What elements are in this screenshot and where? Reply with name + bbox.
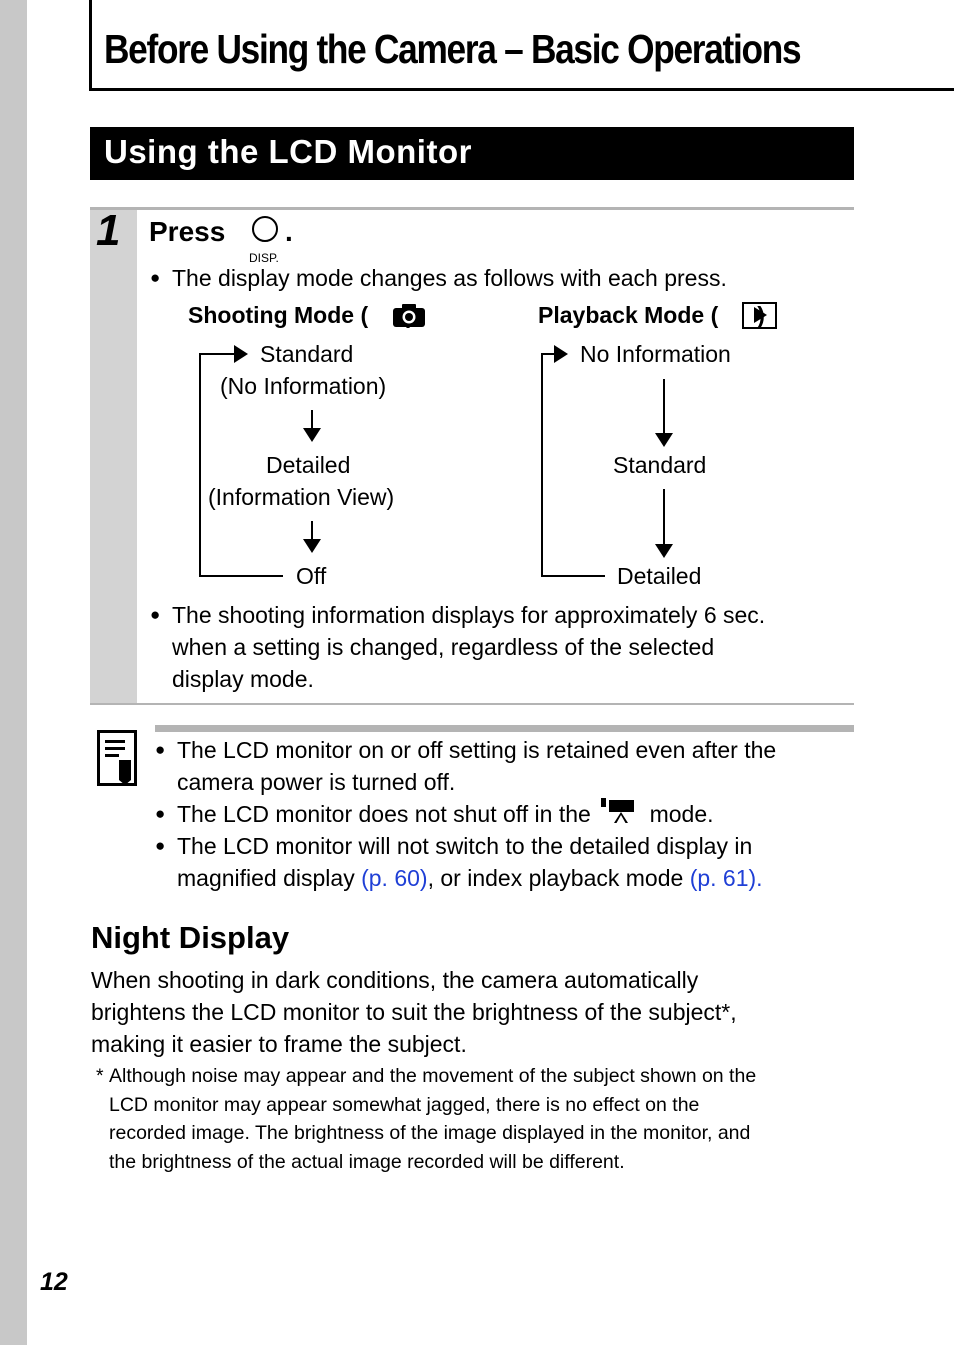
shooting-item-off: Off xyxy=(296,563,327,589)
note-bullet-2-pre: The LCD monitor does not shut off in the xyxy=(177,801,591,827)
page-title: Before Using the Camera – Basic Operations xyxy=(104,26,801,72)
playback-arrow-2-line xyxy=(663,489,665,544)
note-bullet-3-pre: magnified display xyxy=(177,865,362,891)
playback-heading-open: Playback Mode ( xyxy=(538,302,719,328)
step-bullet-2-line-1: ● The shooting information displays for approximately 6 sec. xyxy=(172,599,765,631)
playback-heading-close: ) xyxy=(757,302,765,328)
step-bottom-rule xyxy=(90,703,854,705)
footnote-mark: * xyxy=(96,1065,104,1087)
playback-loop-arrow xyxy=(554,345,568,363)
note-bullet-1-line-1: ● The LCD monitor on or off setting is retained even after the xyxy=(177,734,776,766)
footnote-line-4: the brightness of the actual image recorded will be different. xyxy=(109,1151,625,1173)
playback-arrow-1-line xyxy=(663,379,665,433)
title-rule-horizontal xyxy=(89,88,954,91)
step-bullet-2-line-3: display mode. xyxy=(172,666,314,692)
footnote-line-2: LCD monitor may appear somewhat jagged, there is no effect on the xyxy=(109,1094,700,1116)
playback-loop-line-left xyxy=(541,353,543,577)
shooting-loop-line-bottom xyxy=(199,575,283,577)
memo-icon xyxy=(97,730,137,786)
playback-arrow-2-head xyxy=(655,544,673,558)
shooting-mode-heading xyxy=(188,302,414,329)
play-icon xyxy=(742,302,777,329)
shooting-item-info-view: (Information View) xyxy=(208,484,395,510)
step-bullet-2-line-2: when a setting is changed, regardless of the selected xyxy=(172,634,715,660)
shooting-loop-arrow xyxy=(234,345,248,363)
side-strip xyxy=(0,0,27,1345)
playback-item-no-info: No Information xyxy=(580,341,731,367)
disp-button-icon xyxy=(252,216,278,242)
night-body-line-1: When shooting in dark conditions, the camera automatically xyxy=(91,967,699,993)
playback-arrow-1-head xyxy=(655,433,673,447)
shooting-arrow-1-line xyxy=(311,410,313,428)
shooting-arrow-2-head xyxy=(303,539,321,553)
shooting-item-standard: Standard xyxy=(260,341,354,367)
note-bullet-1-line-2: camera power is turned off. xyxy=(177,769,456,795)
shooting-item-detailed: Detailed xyxy=(266,452,351,478)
night-body-line-2: brightens the LCD monitor to suit the brightness of the subject*, xyxy=(91,999,737,1025)
link-page-61[interactable]: (p. 61) xyxy=(689,865,757,891)
night-body-line-3: making it easier to frame the subject. xyxy=(91,1031,467,1057)
shooting-arrow-1-head xyxy=(303,428,321,442)
playback-mode-heading xyxy=(538,302,765,329)
camera-icon xyxy=(393,304,425,327)
night-display-heading: Night Display xyxy=(91,920,290,955)
title-rule-vertical xyxy=(89,0,92,91)
footnote-line-1: Although noise may appear and the movement of the subject shown on the xyxy=(109,1065,757,1087)
note-bullet-3-line-1: ● The LCD monitor will not switch to the detailed display in xyxy=(177,830,752,862)
playback-item-detailed: Detailed xyxy=(617,563,702,589)
press-period: . xyxy=(285,216,293,247)
step-number-column xyxy=(90,210,137,703)
playback-loop-line-top xyxy=(541,353,555,355)
disp-button-label: DISP. xyxy=(249,251,279,265)
shooting-loop-line-left xyxy=(199,353,201,577)
note-bullet-2-post: mode. xyxy=(649,801,714,827)
note-rule xyxy=(155,725,854,732)
press-label: Press xyxy=(149,216,226,247)
movie-camera-icon xyxy=(601,798,637,824)
section-title: Using the LCD Monitor xyxy=(104,133,472,170)
note-bullet-2 xyxy=(177,798,714,830)
playback-item-standard: Standard xyxy=(613,452,707,478)
shooting-item-no-info: (No Information) xyxy=(220,373,387,399)
shooting-arrow-2-line xyxy=(311,521,313,539)
step-bullet-1: ● The display mode changes as follows with each press. xyxy=(172,262,727,294)
step-number: 1 xyxy=(96,206,121,255)
step-top-rule xyxy=(90,207,854,210)
shooting-heading-open: Shooting Mode ( xyxy=(188,302,369,328)
note-bullet-3-mid: , or index playback mode xyxy=(427,865,690,891)
page-number: 12 xyxy=(40,1268,68,1296)
footnote-line-3: recorded image. The brightness of the image displayed in the monitor, and xyxy=(109,1122,751,1144)
playback-loop-line-bottom xyxy=(541,575,605,577)
note-bullet-3-line-2 xyxy=(177,862,763,894)
note-bullet-3-end: . xyxy=(756,865,763,891)
link-page-60[interactable]: (p. 60) xyxy=(361,865,428,891)
shooting-loop-line-top xyxy=(199,353,235,355)
